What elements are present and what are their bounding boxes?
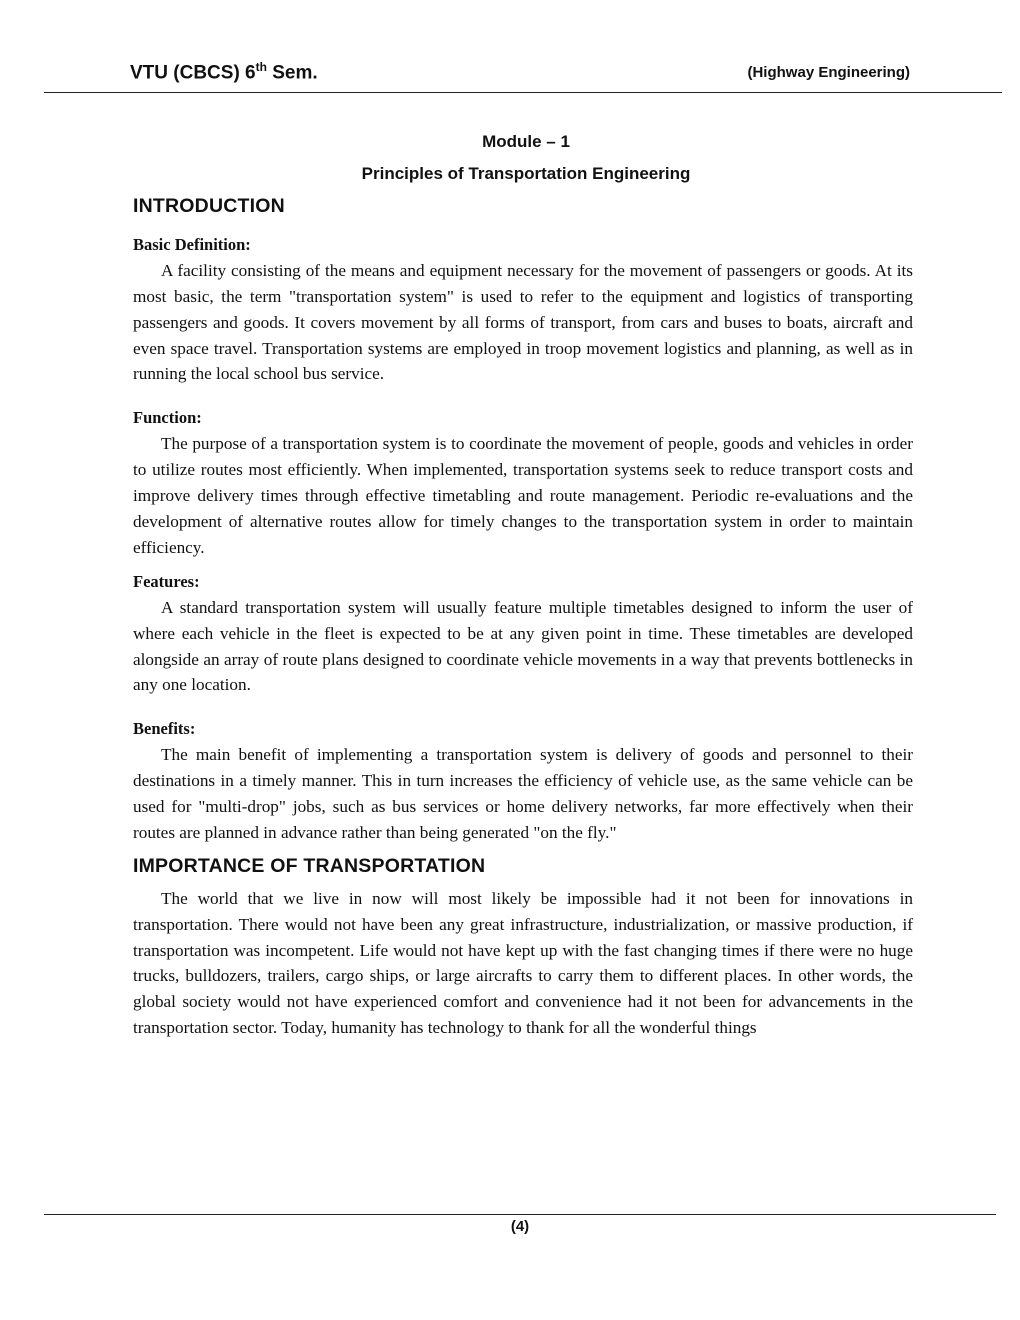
- course-title: [130, 60, 318, 84]
- benefits-heading: Benefits:: [133, 719, 196, 739]
- features-heading: Features:: [133, 571, 200, 591]
- course-name: VTU (CBCS) 6: [130, 62, 256, 84]
- semester-label: Sem.: [266, 62, 318, 84]
- page-content: [133, 194, 913, 1055]
- function-paragraph: The purpose of a transportation system is to coordinate the movement of people, goods and vehicles in order to utilize routes most efficiently. When implemented, transportation systems seek to reduce transport costs and improve delivery times through effective timetabling and route management. Periodic re-evaluations and the development of alternative routes allow for timely changes to the transportation system in order to maintain efficiency.: [133, 434, 913, 557]
- benefits-paragraph: The main benefit of implementing a transportation system is delivery of goods and personnel to their destinations in a timely manner. This in turn increases the efficiency of vehicle use, as the same vehicle can be used for "multi-drop" jobs, such as bus services or home delivery networks, far more effectively when their routes are planned in advance rather than being generated "on the fly.": [133, 745, 913, 842]
- function-heading: Function:: [133, 408, 202, 428]
- basic-definition-heading: Basic Definition:: [133, 234, 251, 254]
- introduction-heading: INTRODUCTION: [133, 195, 285, 217]
- features-paragraph: A standard transportation system will usually feature multiple timetables designed to inform the user of where each vehicle in the fleet is expected to be at any given point in time. These timetables are developed alongside an array of route plans designed to coordinate vehicle movements in a way that prevents bottlenecks in any one location.: [133, 597, 913, 695]
- page-header: [44, 60, 1002, 93]
- basic-definition-paragraph: A facility consisting of the means and equipment necessary for the movement of passengers or goods. At its most basic, the term "transportation system" is used to refer to the equipment and logistics of transporting passengers and goods. It covers movement by all forms of transport, from cars and buses to boats, aircraft and even space travel. Transportation systems are employed in troop movement logistics and planning, as well as in running the local school bus service.: [133, 260, 913, 384]
- importance-paragraph: The world that we live in now will most likely be impossible had it not been for innovations in transportation. There would not have been any great infrastructure, industrialization, or massive production, if transportation was incompetent. Life would not have kept up with the fast changing times if there were no huge trucks, bulldozers, trailers, cargo ships, or large aircrafts to carry them to different places. In other words, the global society would not have experienced comfort and convenience had it not been for advancements in the transportation sector. Today, humanity has technology to thank for all the wonderful things: [133, 888, 913, 1038]
- module-heading: [0, 126, 1020, 190]
- page-footer: [44, 1214, 996, 1235]
- subject-title: (Highway Engineering): [747, 64, 910, 81]
- ordinal-suffix: th: [255, 60, 267, 74]
- module-number: Module – 1: [482, 132, 570, 151]
- importance-heading: IMPORTANCE OF TRANSPORTATION: [133, 854, 486, 877]
- page-number: (4): [510, 1218, 530, 1235]
- module-title: Principles of Transportation Engineering: [361, 164, 691, 183]
